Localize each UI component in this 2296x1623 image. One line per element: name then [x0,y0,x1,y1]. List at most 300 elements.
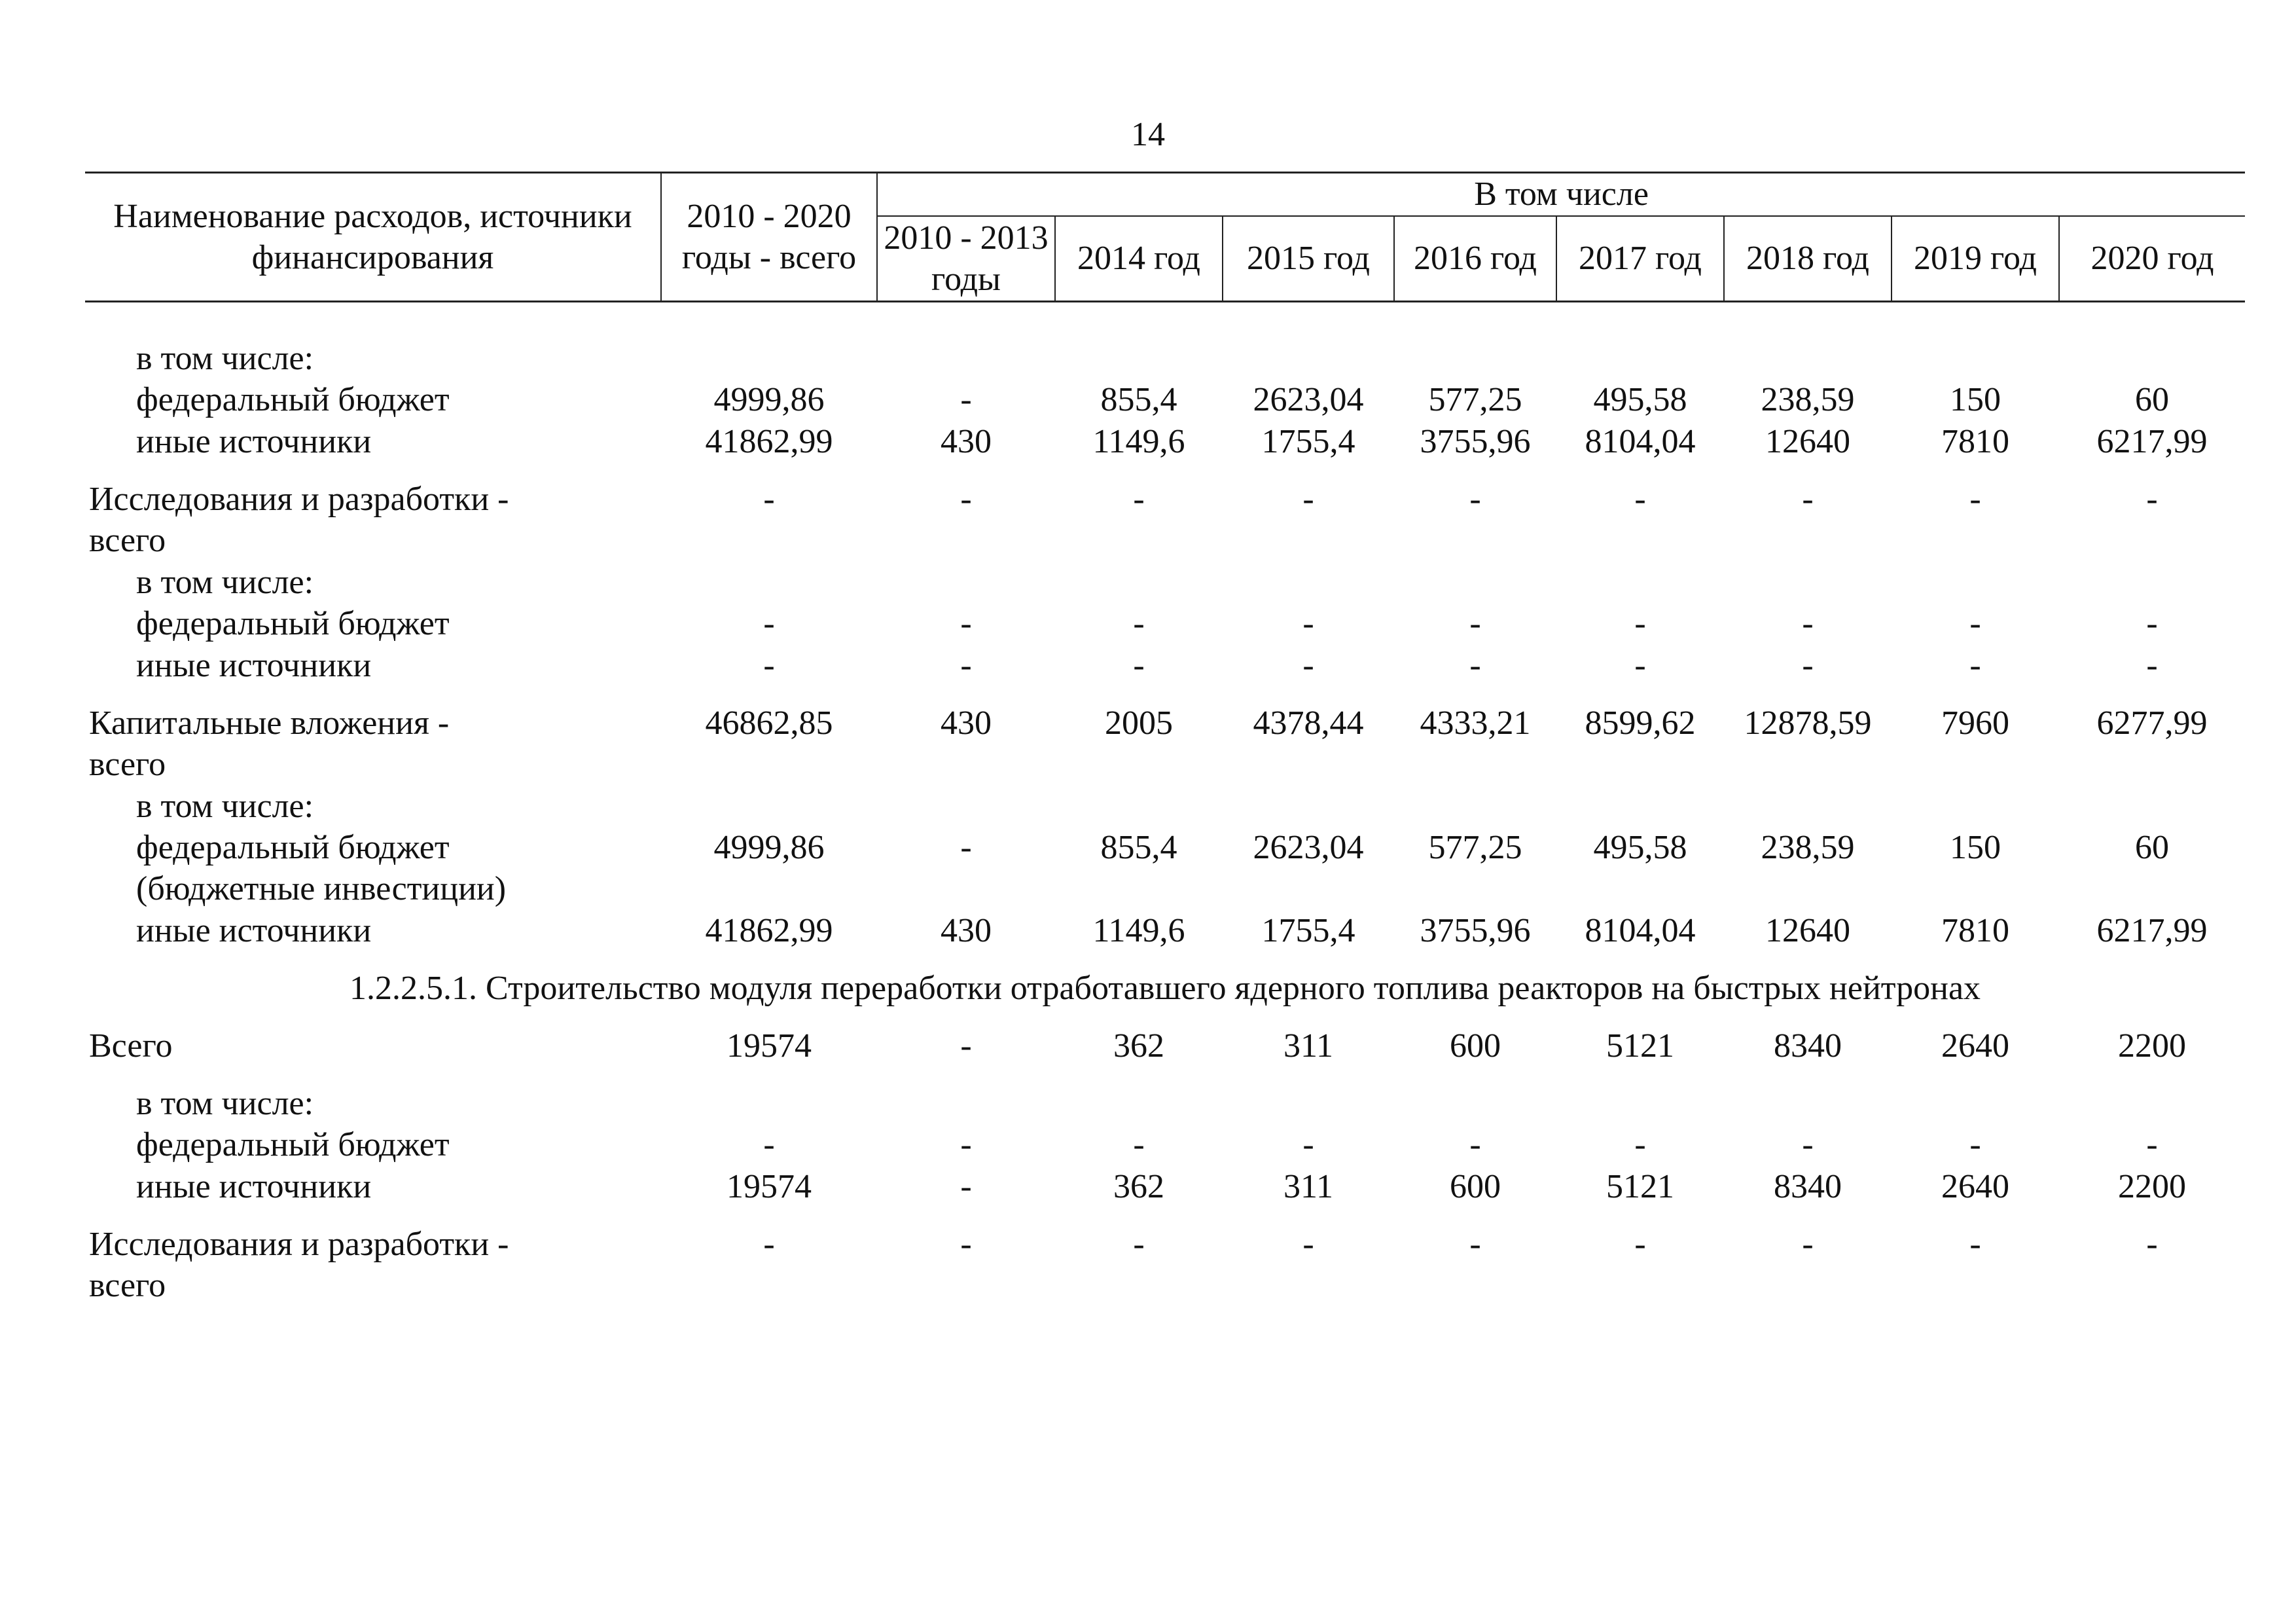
cell-value: - [1634,605,1646,643]
cell-value: - [1302,646,1314,684]
cell-spacer [1560,1083,1720,1124]
value-cell [1394,479,1556,562]
row-label [85,338,661,421]
value-cell [1892,786,2059,910]
value-cell [1892,1166,2059,1224]
value-cell [1223,1083,1394,1166]
value-cell [1223,562,1394,645]
value-cell [2059,421,2245,479]
cell-value: 6277,99 [2096,704,2208,742]
cell-spacer [1560,786,1720,827]
value-cell [1724,562,1892,645]
cell-value: 19574 [726,1027,812,1065]
value-cell [1055,645,1223,702]
cell-spacer [881,338,1051,379]
page-number: 14 [1131,116,1165,153]
value-cell [1394,1083,1556,1166]
value-cell [1724,645,1892,702]
value-cell [2059,479,2245,562]
cell-value: 4333,21 [1420,704,1531,742]
value-cell [2059,645,2245,702]
cell-value: - [960,1225,972,1263]
section-heading: 1.2.2.5.1. Строительство модуля переработки отработавшего ядерного топлива реакторов на быстрых нейтронах [350,969,1981,1007]
cell-spacer [665,1083,873,1124]
row-label-line: всего [89,746,166,784]
header-year: 2015 год [1223,216,1394,302]
cell-spacer [1895,562,2055,603]
cell-value: - [1969,1225,1981,1263]
value-cell [1556,1166,1724,1224]
cell-spacer [2063,1083,2241,1124]
value-cell [1223,786,1394,910]
table-row [85,702,2245,786]
value-cell [1055,1224,1223,1307]
cell-value: 5121 [1606,1027,1674,1065]
row-label-line: иные источники [136,646,372,684]
cell-value: 238,59 [1761,828,1855,866]
value-cell [1892,479,2059,562]
cell-value: 238,59 [1761,381,1855,419]
value-cell [2059,1224,2245,1307]
table-body [85,302,2245,1307]
cell-spacer [1059,1083,1219,1124]
cell-value: 1755,4 [1261,911,1355,949]
value-cell [1223,702,1394,786]
value-cell [661,786,877,910]
cell-value: 577,25 [1428,381,1522,419]
cell-value: - [763,646,775,684]
cell-value: 2623,04 [1253,381,1364,419]
cell-value: - [960,1126,972,1164]
value-cell [1223,338,1394,421]
cell-value: 430 [941,704,992,742]
cell-value: - [1969,480,1981,518]
cell-spacer [1895,338,2055,379]
cell-spacer [665,562,873,603]
row-label-line: (бюджетные инвестиции) [136,870,507,908]
cell-value: 311 [1283,1027,1334,1065]
cell-value: 855,4 [1100,381,1177,419]
table-row [85,479,2245,562]
row-label [85,645,661,702]
value-cell [1556,702,1724,786]
row-label-line: всего [89,522,166,560]
row-label-line: Исследования и разработки - [89,1225,509,1263]
cell-value: 12878,59 [1744,704,1872,742]
table-row [85,421,2245,479]
cell-value: 4999,86 [713,381,825,419]
cell-value: 8340 [1774,1027,1842,1065]
cell-value: 2200 [2118,1167,2187,1205]
value-cell [1394,910,1556,968]
cell-value: 6217,99 [2096,911,2208,949]
header-year: 2014 год [1055,216,1223,302]
row-label-line: в том числе: [136,1084,314,1122]
cell-spacer [1728,338,1888,379]
row-label [85,1025,661,1083]
table-row [85,1083,2245,1166]
cell-value: - [763,1225,775,1263]
row-label-line: Исследования и разработки - [89,480,509,518]
value-cell [1556,338,1724,421]
value-cell [1724,1025,1892,1083]
cell-value: - [2146,1126,2158,1164]
cell-value: 5121 [1606,1167,1674,1205]
row-label [85,1224,661,1307]
value-cell [1892,562,2059,645]
cell-value: - [960,1027,972,1065]
value-cell [1724,1166,1892,1224]
header-year: 2019 год [1892,216,2059,302]
cell-value: 4378,44 [1253,704,1364,742]
cell-value: 2640 [1941,1027,2009,1065]
cell-value: 1149,6 [1092,911,1185,949]
value-cell [1055,421,1223,479]
cell-spacer [1895,1083,2055,1124]
header-year: 2017 год [1556,216,1724,302]
row-label-line: Капитальные вложения - [89,704,450,742]
cell-spacer [1398,1083,1552,1124]
value-cell [661,645,877,702]
value-cell [1055,1083,1223,1166]
value-cell [2059,910,2245,968]
value-cell [1556,562,1724,645]
row-label-line: иные источники [136,1167,372,1205]
header-including: В том числе [877,173,2245,217]
cell-spacer [1728,786,1888,827]
cell-value: - [1969,605,1981,643]
cell-value: - [2146,646,2158,684]
cell-spacer [881,562,1051,603]
value-cell [661,479,877,562]
cell-value: 7810 [1941,422,2009,460]
cell-value: 60 [2135,828,2170,866]
value-cell [1724,421,1892,479]
cell-value: - [1802,1126,1814,1164]
cell-spacer [1059,338,1219,379]
value-cell [1556,421,1724,479]
cell-value: - [1634,480,1646,518]
cell-value: - [1302,1126,1314,1164]
cell-value: - [2146,1225,2158,1263]
value-cell [1556,479,1724,562]
value-cell [1556,1224,1724,1307]
table-header [85,173,2245,302]
cell-value: 2640 [1941,1167,2009,1205]
cell-value: - [2146,605,2158,643]
cell-spacer [2063,338,2241,379]
cell-value: - [1634,1225,1646,1263]
value-cell [1892,1083,2059,1166]
row-label [85,562,661,645]
cell-spacer [1895,786,2055,827]
value-cell [661,562,877,645]
row-label-line: федеральный бюджет [136,1126,450,1164]
cell-value: 311 [1283,1167,1334,1205]
cell-spacer [1398,786,1552,827]
cell-value: - [2146,480,2158,518]
cell-value: 1149,6 [1092,422,1185,460]
cell-value: 60 [2135,381,2170,419]
cell-value: 3755,96 [1420,911,1531,949]
row-label-line: федеральный бюджет [136,828,450,866]
value-cell [1892,421,2059,479]
cell-value: - [763,1126,775,1164]
value-cell [1223,1025,1394,1083]
table-row [85,1224,2245,1307]
value-cell [1223,910,1394,968]
row-label [85,1083,661,1166]
row-label-line: в том числе: [136,563,314,601]
cell-value: - [1302,605,1314,643]
row-label-line: иные источники [136,422,372,460]
value-cell [1556,645,1724,702]
value-cell [1394,702,1556,786]
cell-value: - [1133,1225,1145,1263]
row-label-line: в том числе: [136,340,314,377]
row-label-line: федеральный бюджет [136,381,450,419]
cell-spacer [1227,562,1390,603]
table-row [85,910,2245,968]
value-cell [1892,645,2059,702]
cell-value: 2005 [1105,704,1173,742]
row-label [85,702,661,786]
value-cell [2059,786,2245,910]
cell-value: - [1469,605,1481,643]
cell-value: 2623,04 [1253,828,1364,866]
value-cell [661,1166,877,1224]
value-cell [1394,1166,1556,1224]
value-cell [1724,786,1892,910]
row-label [85,421,661,479]
cell-value: - [1469,1126,1481,1164]
cell-value: 600 [1450,1027,1501,1065]
value-cell [1055,1166,1223,1224]
table-row [85,786,2245,910]
cell-value: 8104,04 [1585,422,1696,460]
cell-spacer [1059,562,1219,603]
table-row [85,338,2245,421]
cell-spacer [1398,562,1552,603]
cell-value: - [1133,605,1145,643]
cell-spacer [1227,338,1390,379]
cell-value: 362 [1113,1027,1164,1065]
value-cell [2059,1083,2245,1166]
value-cell [1556,910,1724,968]
value-cell [877,645,1055,702]
value-cell [1892,1025,2059,1083]
cell-value: - [960,1167,972,1205]
row-label [85,1166,661,1224]
value-cell [1223,479,1394,562]
cell-spacer [1560,562,1720,603]
cell-spacer [881,786,1051,827]
budget-table-container [85,172,2245,1307]
cell-value: - [1302,1225,1314,1263]
value-cell [1394,421,1556,479]
cell-value: - [960,381,972,419]
value-cell [661,1083,877,1166]
cell-spacer [1398,338,1552,379]
value-cell [1892,702,2059,786]
value-cell [661,910,877,968]
cell-spacer [2063,562,2241,603]
value-cell [877,1025,1055,1083]
cell-spacer [665,338,873,379]
cell-value: 41862,99 [705,911,833,949]
cell-value: 600 [1450,1167,1501,1205]
cell-value: - [960,480,972,518]
table-row [85,1166,2245,1224]
cell-value: - [1133,646,1145,684]
cell-value: - [1469,646,1481,684]
value-cell [661,338,877,421]
value-cell [877,702,1055,786]
table-row [85,645,2245,702]
value-cell [877,421,1055,479]
cell-value: 430 [941,422,992,460]
cell-value: 495,58 [1593,828,1687,866]
cell-value: - [763,605,775,643]
value-cell [1223,421,1394,479]
cell-value: 4999,86 [713,828,825,866]
cell-value: - [763,480,775,518]
cell-value: 8104,04 [1585,911,1696,949]
cell-value: - [960,646,972,684]
value-cell [1394,1224,1556,1307]
value-cell [1223,1166,1394,1224]
value-cell [1892,910,2059,968]
cell-value: 12640 [1765,911,1850,949]
cell-spacer [665,786,873,827]
cell-spacer [881,1083,1051,1124]
cell-value: 150 [1950,381,2001,419]
value-cell [2059,702,2245,786]
cell-value: 8340 [1774,1167,1842,1205]
cell-value: 7810 [1941,911,2009,949]
cell-value: 362 [1113,1167,1164,1205]
value-cell [1055,702,1223,786]
cell-value: 495,58 [1593,381,1687,419]
row-label-line: иные источники [136,911,372,949]
row-label [85,786,661,910]
value-cell [1055,786,1223,910]
value-cell [1724,702,1892,786]
header-total-column: 2010 - 2020 годы - всего [661,173,877,302]
cell-value: - [1969,1126,1981,1164]
row-label-line: в том числе: [136,787,314,825]
cell-spacer [1227,786,1390,827]
cell-value: 6217,99 [2096,422,2208,460]
cell-value: - [1133,480,1145,518]
cell-value: - [1802,1225,1814,1263]
value-cell [1223,645,1394,702]
value-cell [2059,1166,2245,1224]
header-year: 2018 год [1724,216,1892,302]
value-cell [1055,479,1223,562]
cell-spacer [1227,1083,1390,1124]
value-cell [877,910,1055,968]
cell-spacer [2063,786,2241,827]
value-cell [1724,479,1892,562]
value-cell [1892,1224,2059,1307]
section-heading-row [85,968,2245,1025]
header-year: 2020 год [2059,216,2245,302]
cell-spacer [1059,786,1219,827]
value-cell [1556,1025,1724,1083]
value-cell [1724,1083,1892,1166]
cell-value: - [1302,480,1314,518]
value-cell [877,562,1055,645]
value-cell [1556,786,1724,910]
value-cell [877,1166,1055,1224]
cell-value: - [1634,646,1646,684]
value-cell [2059,562,2245,645]
budget-table [85,172,2245,1307]
value-cell [661,1025,877,1083]
cell-value: 855,4 [1100,828,1177,866]
cell-value: 41862,99 [705,422,833,460]
cell-value: 8599,62 [1585,704,1696,742]
value-cell [1055,910,1223,968]
value-cell [1223,1224,1394,1307]
value-cell [2059,338,2245,421]
value-cell [1055,1025,1223,1083]
cell-value: 430 [941,911,992,949]
cell-value: - [1133,1126,1145,1164]
value-cell [661,421,877,479]
cell-value: - [960,605,972,643]
row-label-line: Всего [89,1027,173,1065]
value-cell [1724,338,1892,421]
cell-value: - [960,828,972,866]
row-label-line: федеральный бюджет [136,605,450,643]
value-cell [877,1224,1055,1307]
cell-value: - [1802,605,1814,643]
value-cell [1724,910,1892,968]
cell-value: 46862,85 [705,704,833,742]
row-label-line: всего [89,1267,166,1305]
cell-value: 2200 [2118,1027,2187,1065]
cell-value: - [1802,646,1814,684]
table-row [85,1025,2245,1083]
row-label [85,910,661,968]
cell-spacer [1728,562,1888,603]
value-cell [877,479,1055,562]
cell-value: 7960 [1941,704,2009,742]
cell-value: 3755,96 [1420,422,1531,460]
cell-spacer [1560,338,1720,379]
cell-value: - [1469,1225,1481,1263]
cell-value: 150 [1950,828,2001,866]
value-cell [877,338,1055,421]
value-cell [1394,338,1556,421]
value-cell [877,1083,1055,1166]
value-cell [1724,1224,1892,1307]
cell-value: 19574 [726,1167,812,1205]
cell-value: - [1969,646,1981,684]
value-cell [1394,786,1556,910]
cell-value: 577,25 [1428,828,1522,866]
cell-value: - [1802,480,1814,518]
value-cell [1055,562,1223,645]
header-year: 2010 - 2013 годы [877,216,1055,302]
value-cell [1556,1083,1724,1166]
row-label [85,479,661,562]
value-cell [661,702,877,786]
header-year: 2016 год [1394,216,1556,302]
value-cell [661,1224,877,1307]
